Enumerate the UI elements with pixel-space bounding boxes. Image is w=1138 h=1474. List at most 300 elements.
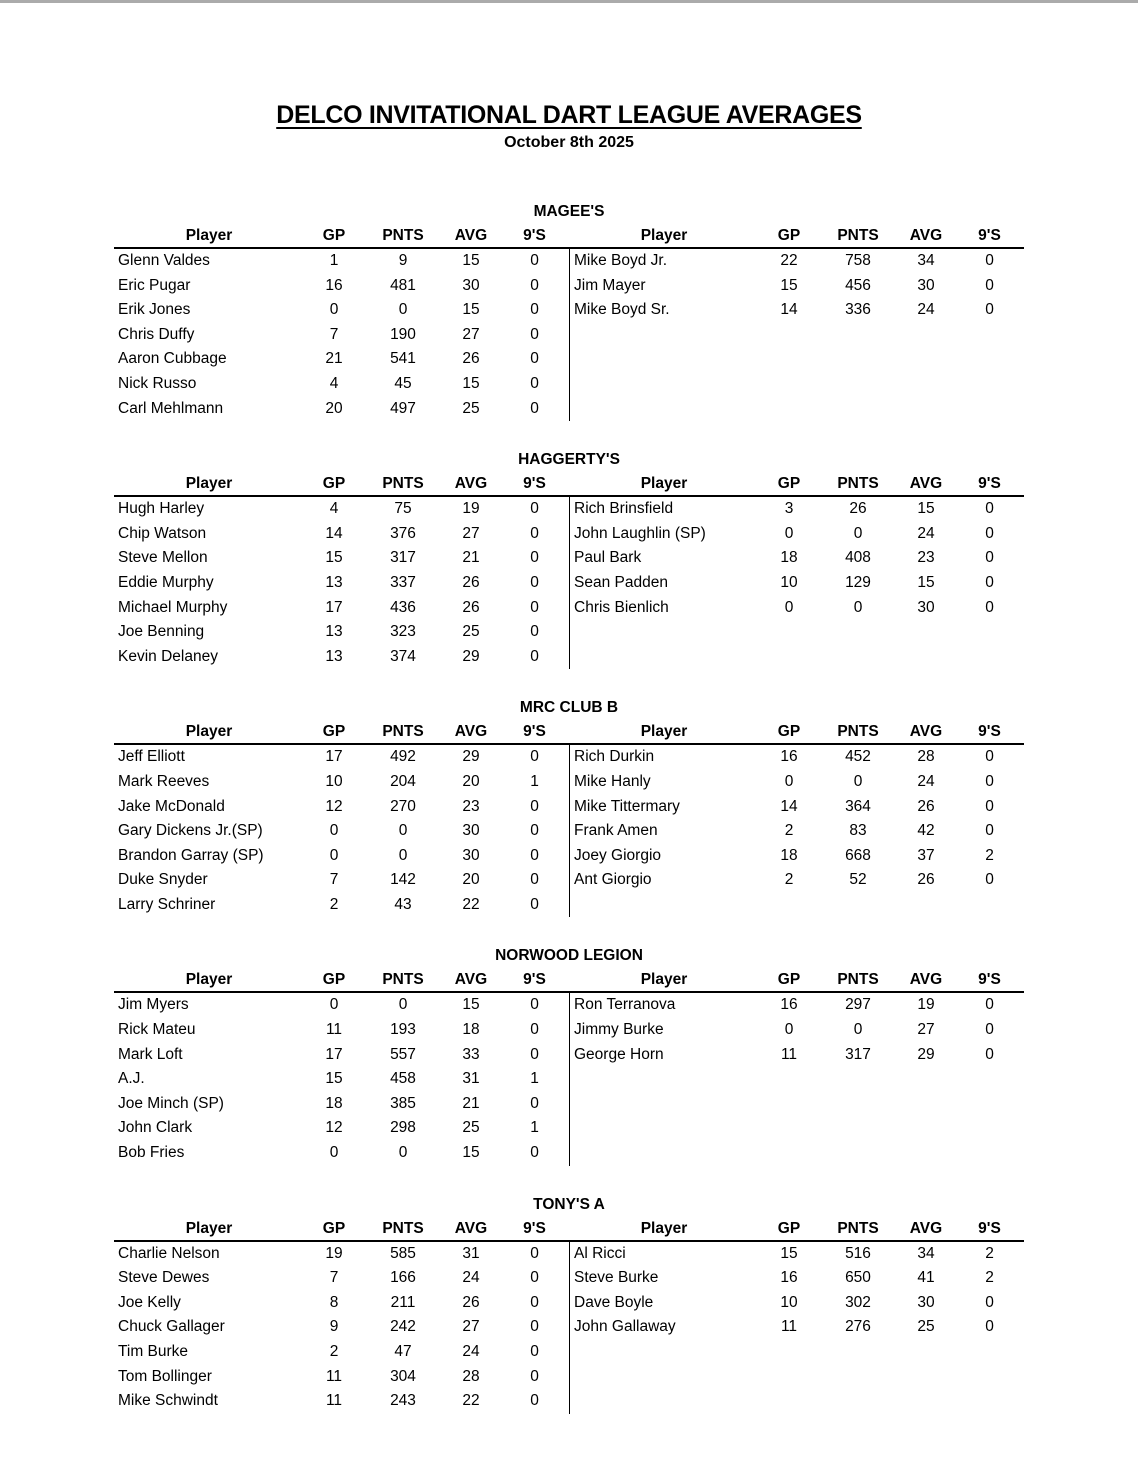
nines-cell [955,645,1024,670]
pnts-cell: 0 [398,846,408,864]
pnts-cell: 492 [390,748,416,766]
gp-cell: 8 [329,1293,339,1311]
avg-cell [897,620,955,645]
avg-cell [897,1389,955,1414]
team-table [114,1217,1024,1414]
nines-cell: 0 [530,1367,539,1385]
gp-cell: 2 [784,871,794,889]
player-cell: Chuck Gallager [118,1318,225,1336]
nines-cell: 0 [530,1318,539,1336]
player-cell: Tom Bollinger [118,1367,212,1385]
col-header-player: Player [114,472,304,497]
player-cell [569,893,759,918]
pnts-cell: 0 [853,598,863,616]
gp-cell: 13 [325,573,343,591]
gp-cell: 15 [780,276,798,294]
pnts-cell: 9 [398,252,408,269]
avg-cell [897,323,955,348]
player-cell: Chris Duffy [118,325,195,343]
col-header-pnts: PNTS [364,720,442,745]
gp-cell: 20 [325,399,343,417]
pnts-cell [819,893,897,918]
player-cell: Steve Burke [569,1266,759,1291]
col-header-avg: AVG [442,968,500,993]
nines-cell: 0 [530,797,539,815]
gp-cell: 2 [329,1343,339,1360]
nines-cell: 0 [530,871,539,889]
avg-cell: 33 [462,1045,480,1063]
gp-cell: 17 [325,598,343,616]
avg-cell: 15 [462,252,480,269]
avg-cell [897,1067,955,1092]
col-header-nines: 9'S [955,472,1024,497]
gp-cell: 0 [784,1021,794,1039]
col-header-avg: AVG [897,968,955,993]
team-section [114,1192,1024,1414]
gp-cell: 9 [329,1318,339,1336]
player-cell: Mark Reeves [118,772,210,790]
pnts-cell: 211 [390,1293,416,1311]
nines-cell: 0 [985,797,994,815]
nines-cell [955,1340,1024,1365]
player-cell [569,1365,759,1390]
avg-cell: 20 [462,772,480,790]
player-cell: Joey Giorgio [569,844,759,869]
pnts-cell: 52 [849,871,867,889]
player-cell: Tim Burke [118,1343,189,1360]
team-section [114,199,1024,421]
pnts-cell: 297 [845,996,871,1014]
player-cell: Gary Dickens Jr.(SP) [118,822,263,840]
avg-cell: 29 [462,647,480,665]
gp-cell: 21 [325,350,343,368]
avg-cell: 20 [462,871,480,889]
gp-cell: 18 [780,846,798,864]
nines-cell [955,893,1024,918]
pnts-cell: 204 [390,772,416,790]
pnts-cell: 452 [845,748,871,766]
avg-cell [897,397,955,422]
gp-cell: 1 [329,252,339,269]
player-cell: Eddie Murphy [118,573,214,591]
nines-cell: 0 [530,573,539,591]
pnts-cell: 0 [398,822,408,840]
col-header-avg: AVG [442,224,500,249]
player-cell: Joe Minch (SP) [118,1094,224,1112]
nines-cell: 0 [985,301,994,319]
gp-cell: 0 [329,822,339,840]
col-header-gp: GP [304,472,364,497]
team-section [114,695,1024,917]
col-header-pnts: PNTS [819,224,897,249]
pnts-cell: 166 [390,1269,416,1287]
pnts-cell: 516 [845,1244,871,1262]
pnts-cell: 317 [390,549,416,567]
player-cell: Ron Terranova [569,993,759,1018]
nines-cell [955,1389,1024,1414]
player-cell: Rich Durkin [569,745,759,770]
avg-cell: 42 [917,822,935,840]
gp-cell: 12 [325,797,343,815]
avg-cell: 37 [917,846,935,864]
avg-cell: 26 [462,573,480,591]
avg-cell [897,1141,955,1166]
player-cell: Jake McDonald [118,797,225,815]
nines-cell: 0 [530,846,539,864]
pnts-cell [819,1389,897,1414]
player-cell: Carl Mehlmann [118,399,224,417]
avg-cell: 25 [462,623,480,641]
avg-cell: 30 [462,276,480,294]
player-cell [569,1340,759,1365]
gp-cell: 2 [329,895,339,913]
pnts-cell: 129 [845,573,871,591]
player-cell: Jim Mayer [569,274,759,299]
col-header-avg: AVG [442,472,500,497]
pnts-cell [819,1340,897,1365]
team-table [114,224,1024,421]
gp-cell: 16 [780,996,798,1014]
player-cell [569,372,759,397]
player-cell: Mike Boyd Sr. [569,298,759,323]
avg-cell [897,347,955,372]
player-cell: Brandon Garray (SP) [118,846,264,864]
col-header-player: Player [114,224,304,249]
gp-cell: 14 [780,301,798,319]
avg-cell: 24 [917,524,935,542]
nines-cell: 0 [530,1144,539,1162]
nines-cell: 0 [985,549,994,567]
col-header-player: Player [569,224,759,249]
nines-cell: 0 [530,1293,539,1311]
team-name: HAGGERTY'S [518,451,620,469]
avg-cell: 34 [917,252,935,269]
gp-cell [759,620,819,645]
pnts-cell: 456 [845,276,871,294]
nines-cell: 0 [530,1343,539,1360]
pnts-cell: 270 [390,797,416,815]
col-header-gp: GP [304,968,364,993]
player-cell: Bob Fries [118,1144,185,1162]
pnts-cell [819,323,897,348]
col-header-gp: GP [304,720,364,745]
col-header-gp: GP [759,1217,819,1242]
avg-cell: 28 [917,748,935,766]
col-header-nines: 9'S [500,1217,569,1242]
col-header-gp: GP [759,968,819,993]
nines-cell: 0 [985,252,994,269]
team-name: MAGEE'S [533,203,605,220]
avg-cell: 30 [462,822,480,840]
gp-cell [759,1116,819,1141]
gp-cell [759,1141,819,1166]
player-cell: Eric Pugar [118,276,191,294]
nines-cell [955,1141,1024,1166]
player-cell [569,1067,759,1092]
col-header-nines: 9'S [955,224,1024,249]
player-cell: Mike Schwindt [118,1392,218,1410]
avg-cell: 29 [462,748,480,766]
pnts-cell: 323 [390,623,416,641]
player-cell [569,1092,759,1117]
pnts-cell: 0 [853,772,863,790]
avg-cell: 19 [917,996,935,1014]
pnts-cell: 585 [390,1244,416,1262]
nines-cell [955,372,1024,397]
nines-cell: 0 [530,1392,539,1410]
player-cell [569,620,759,645]
player-cell [569,645,759,670]
nines-cell: 1 [530,1070,539,1088]
gp-cell [759,347,819,372]
col-header-player: Player [569,1217,759,1242]
gp-cell: 0 [329,301,339,319]
teams-container [114,199,1024,1414]
player-cell: Hugh Harley [118,500,205,518]
gp-cell: 15 [325,1070,343,1088]
team-section [114,447,1024,669]
avg-cell: 15 [917,573,935,591]
gp-cell: 10 [780,573,798,591]
player-cell: Dave Boyle [569,1291,759,1316]
player-cell: George Horn [569,1043,759,1068]
gp-cell: 22 [780,252,798,269]
avg-cell: 30 [917,276,935,294]
nines-cell: 0 [985,1318,994,1336]
avg-cell: 25 [917,1318,935,1336]
team-table [114,472,1024,669]
nines-cell: 0 [530,623,539,641]
gp-cell: 3 [784,500,794,518]
nines-cell: 0 [530,1045,539,1063]
nines-cell: 0 [530,500,539,518]
gp-cell: 11 [325,1367,343,1385]
pnts-cell: 317 [845,1045,871,1063]
player-cell: Michael Murphy [118,598,228,616]
col-header-nines: 9'S [500,472,569,497]
nines-cell: 0 [530,524,539,542]
avg-cell: 15 [462,301,480,319]
pnts-cell: 304 [390,1367,416,1385]
gp-cell: 12 [325,1119,343,1137]
avg-cell: 15 [462,996,480,1014]
col-header-nines: 9'S [500,720,569,745]
avg-cell: 24 [462,1343,480,1360]
col-header-nines: 9'S [955,968,1024,993]
gp-cell [759,1067,819,1092]
nines-cell: 0 [530,252,539,269]
player-cell: Al Ricci [569,1242,759,1267]
avg-cell: 24 [917,772,935,790]
gp-cell [759,1365,819,1390]
avg-cell: 25 [462,1119,480,1137]
pnts-cell: 481 [390,276,416,294]
player-cell: Mike Tittermary [569,795,759,820]
nines-cell: 0 [530,996,539,1014]
col-header-player: Player [569,720,759,745]
nines-cell: 1 [530,1119,539,1137]
player-cell: Jeff Elliott [118,748,185,766]
col-header-pnts: PNTS [819,968,897,993]
pnts-cell: 45 [394,374,412,392]
player-cell: Aaron Cubbage [118,350,227,368]
avg-cell: 15 [462,374,480,392]
page-title: DELCO INVITATIONAL DART LEAGUE AVERAGES [276,101,862,129]
gp-cell [759,372,819,397]
player-cell: Nick Russo [118,374,197,392]
nines-cell: 0 [530,647,539,665]
pnts-cell: 408 [845,549,871,567]
nines-cell [955,1365,1024,1390]
player-cell: Paul Bark [569,546,759,571]
pnts-cell: 385 [390,1094,416,1112]
pnts-cell: 0 [398,996,408,1014]
col-header-pnts: PNTS [364,472,442,497]
col-header-avg: AVG [897,1217,955,1242]
player-cell: John Gallaway [569,1315,759,1340]
team-name: TONY'S A [533,1195,605,1213]
pnts-cell [819,347,897,372]
player-cell: Mike Hanly [569,770,759,795]
pnts-cell: 26 [849,500,867,518]
player-cell: Jim Myers [118,996,189,1014]
nines-cell: 0 [530,895,539,913]
nines-cell: 0 [985,276,994,294]
nines-cell: 0 [985,748,994,766]
nines-cell: 0 [530,374,539,392]
nines-cell: 0 [530,1021,539,1039]
col-header-player: Player [114,1217,304,1242]
gp-cell: 19 [325,1244,343,1262]
avg-cell: 26 [917,797,935,815]
avg-cell: 22 [462,895,480,913]
pnts-cell [819,620,897,645]
nines-cell: 0 [530,549,539,567]
avg-cell: 28 [462,1367,480,1385]
avg-cell [897,372,955,397]
player-cell: Larry Schriner [118,895,216,913]
pnts-cell: 497 [390,399,416,417]
pnts-cell: 243 [390,1392,416,1410]
col-header-nines: 9'S [955,720,1024,745]
player-cell: Charlie Nelson [118,1244,220,1262]
avg-cell: 23 [917,549,935,567]
pnts-cell [819,372,897,397]
gp-cell: 16 [780,748,798,766]
nines-cell: 2 [985,1244,994,1262]
gp-cell: 16 [325,276,343,294]
nines-cell: 0 [530,1094,539,1112]
gp-cell: 4 [329,374,339,392]
pnts-cell: 83 [849,822,867,840]
gp-cell: 2 [784,822,794,840]
pnts-cell: 0 [853,1021,863,1039]
col-header-gp: GP [759,720,819,745]
avg-cell: 41 [917,1269,935,1287]
gp-cell: 0 [329,1144,339,1162]
nines-cell: 0 [985,573,994,591]
col-header-gp: GP [304,1217,364,1242]
pnts-cell: 75 [394,500,412,518]
avg-cell: 26 [462,350,480,368]
pnts-cell: 758 [845,252,871,269]
gp-cell: 13 [325,647,343,665]
player-cell [569,347,759,372]
col-header-avg: AVG [442,720,500,745]
player-cell: Erik Jones [118,301,191,319]
nines-cell: 0 [985,1045,994,1063]
player-cell: Chris Bienlich [569,596,759,621]
team-name: NORWOOD LEGION [495,947,643,965]
pnts-cell: 276 [845,1318,871,1336]
gp-cell [759,397,819,422]
avg-cell: 23 [462,797,480,815]
nines-cell: 0 [530,1244,539,1262]
nines-cell: 0 [985,598,994,616]
nines-cell: 0 [985,871,994,889]
gp-cell: 16 [780,1269,798,1287]
gp-cell: 10 [325,772,343,790]
avg-cell: 15 [917,500,935,518]
pnts-cell: 376 [390,524,416,542]
nines-cell [955,1116,1024,1141]
player-cell: Rick Mateu [118,1021,196,1039]
team-table [114,720,1024,917]
gp-cell: 4 [329,500,339,518]
pnts-cell: 0 [853,524,863,542]
gp-cell: 0 [784,598,794,616]
document-page [0,99,1138,1414]
gp-cell: 11 [325,1392,343,1410]
pnts-cell: 0 [398,1144,408,1162]
avg-cell [897,1116,955,1141]
col-header-nines: 9'S [955,1217,1024,1242]
gp-cell: 17 [325,1045,343,1063]
avg-cell: 24 [917,301,935,319]
nines-cell: 0 [530,325,539,343]
nines-cell: 0 [985,996,994,1014]
gp-cell [759,323,819,348]
avg-cell [897,645,955,670]
pnts-cell: 190 [390,325,416,343]
avg-cell: 24 [462,1269,480,1287]
pnts-cell [819,1365,897,1390]
gp-cell [759,1092,819,1117]
team-section [114,943,1024,1165]
player-cell: John Clark [118,1119,193,1137]
pnts-cell: 193 [390,1021,416,1039]
avg-cell: 34 [917,1244,935,1262]
nines-cell: 1 [530,772,539,790]
gp-cell: 7 [329,325,339,343]
nines-cell [955,323,1024,348]
player-cell: Sean Padden [569,571,759,596]
avg-cell: 30 [917,1293,935,1311]
player-cell: Chip Watson [118,524,207,542]
gp-cell: 14 [325,524,343,542]
pnts-cell: 47 [394,1343,412,1360]
nines-cell: 0 [530,301,539,319]
avg-cell: 31 [462,1244,480,1262]
nines-cell: 0 [985,500,994,518]
gp-cell: 15 [325,549,343,567]
team-table [114,968,1024,1165]
nines-cell: 0 [985,822,994,840]
gp-cell [759,893,819,918]
nines-cell [955,620,1024,645]
pnts-cell: 541 [390,350,416,368]
nines-cell: 0 [985,1293,994,1311]
